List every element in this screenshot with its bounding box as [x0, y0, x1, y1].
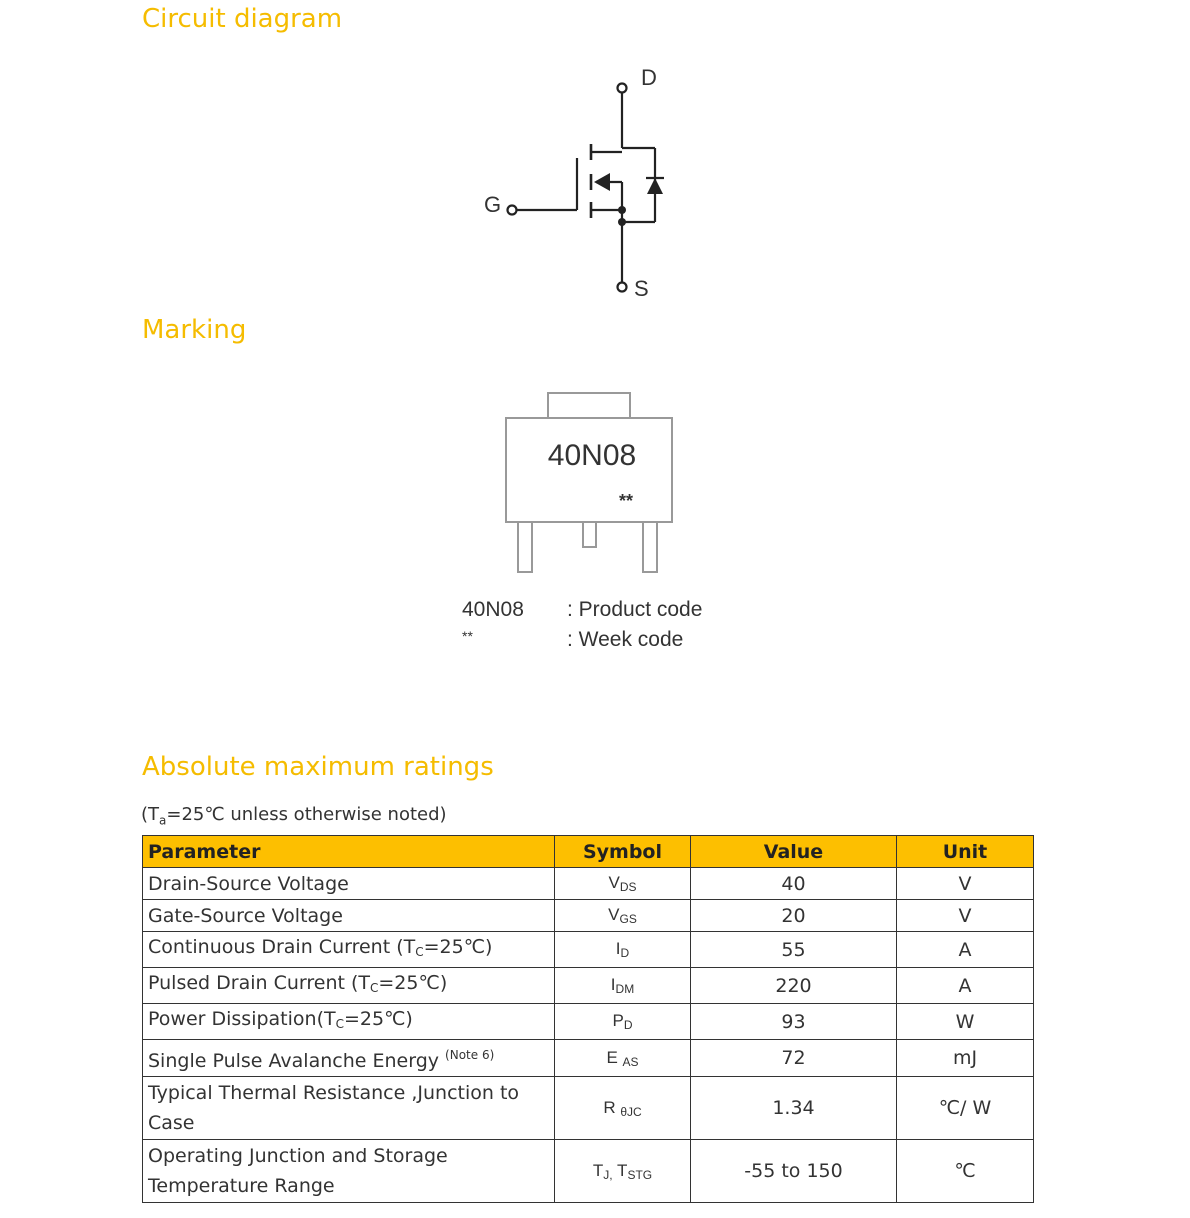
param-cell: Power $Dissipation(T_C=25℃)$	[143, 1004, 555, 1040]
drain-terminal	[618, 84, 627, 93]
symbol-cell: $I_D$	[555, 932, 691, 968]
symbol-cell: $V_{GS}$	[555, 900, 691, 932]
note-reference: (Note 6)	[445, 1048, 495, 1062]
header-value: Value	[691, 836, 897, 868]
header-unit: Unit	[897, 836, 1034, 868]
value-cell: 72	[691, 1040, 897, 1077]
channel-arrow	[594, 173, 610, 191]
gate-terminal	[508, 206, 517, 215]
param-cell: Typical Thermal Resistance ,Junction to Case	[143, 1077, 555, 1140]
param-cell: Operating Junction and Storage Temperature Range	[143, 1140, 555, 1203]
body-diode-icon	[647, 178, 663, 194]
ratings-table	[142, 835, 1034, 1203]
value-cell: 40	[691, 868, 897, 900]
symbol-cell: $T_{J,}$ $T_{STG}$	[555, 1140, 691, 1203]
unit-cell: mJ	[897, 1040, 1034, 1077]
marking-title: Marking	[142, 315, 247, 345]
source-label: S	[634, 276, 649, 301]
package-lead-right	[643, 522, 657, 572]
header-parameter: Parameter	[143, 836, 555, 868]
unit-cell: A	[897, 932, 1034, 968]
table-row	[143, 1004, 1034, 1040]
value-cell: -55 to 150	[691, 1140, 897, 1203]
table-header-row	[143, 836, 1034, 868]
table-row	[143, 968, 1034, 1004]
param-cell: Gate-Source Voltage	[143, 900, 555, 932]
unit-cell: A	[897, 968, 1034, 1004]
param-cell: Pulsed Drain Current $(T_C=25℃)$	[143, 968, 555, 1004]
symbol-cell: $P_D$	[555, 1004, 691, 1040]
value-cell: 1.34	[691, 1077, 897, 1140]
drain-label: D	[641, 65, 657, 90]
package-code-text: 40N08	[547, 439, 637, 472]
ratings-condition-note: ($T_a=25℃$ unless otherwise noted)	[141, 804, 447, 828]
table-row	[143, 868, 1034, 900]
unit-cell: V	[897, 900, 1034, 932]
table-row	[143, 900, 1034, 932]
legend-desc-product: : Product code	[567, 598, 703, 621]
unit-cell: V	[897, 868, 1034, 900]
value-cell: 220	[691, 968, 897, 1004]
header-symbol: Symbol	[555, 836, 691, 868]
table-row	[143, 1040, 1034, 1077]
legend-desc-week: : Week code	[567, 628, 684, 651]
table-row	[143, 932, 1034, 968]
param-cell: Single Pulse Avalanche Energy $^{(Note 6)}$	[143, 1040, 555, 1077]
ratings-title: Absolute maximum ratings	[142, 752, 494, 782]
symbol-cell: $I_{DM}$	[555, 968, 691, 1004]
unit-cell: W	[897, 1004, 1034, 1040]
package-lead-center	[583, 522, 596, 547]
package-lead-left	[518, 522, 532, 572]
gate-label: G	[484, 192, 502, 217]
legend-code-product: 40N08	[462, 598, 524, 621]
package-tab	[548, 393, 630, 419]
circuit-diagram-title: Circuit diagram	[142, 4, 343, 34]
param-cell: Drain-Source Voltage	[143, 868, 555, 900]
package-marking-diagram	[500, 390, 680, 580]
table-row	[143, 1140, 1034, 1203]
symbol-cell: E $_{AS}$	[555, 1040, 691, 1077]
legend-code-week: **	[462, 628, 473, 644]
param-cell: Continuous Drain Current $(T_C=25℃)$	[143, 932, 555, 968]
week-mark-text: **	[618, 491, 634, 511]
value-cell: 55	[691, 932, 897, 968]
unit-cell: ℃	[897, 1140, 1034, 1203]
symbol-cell: R $_{\theta JC}$	[555, 1077, 691, 1140]
symbol-cell: $V_{DS}$	[555, 868, 691, 900]
value-cell: 93	[691, 1004, 897, 1040]
mosfet-circuit-diagram	[470, 60, 700, 310]
table-row	[143, 1077, 1034, 1140]
unit-cell: ℃/ W	[897, 1077, 1034, 1140]
source-terminal	[618, 283, 627, 292]
value-cell: 20	[691, 900, 897, 932]
